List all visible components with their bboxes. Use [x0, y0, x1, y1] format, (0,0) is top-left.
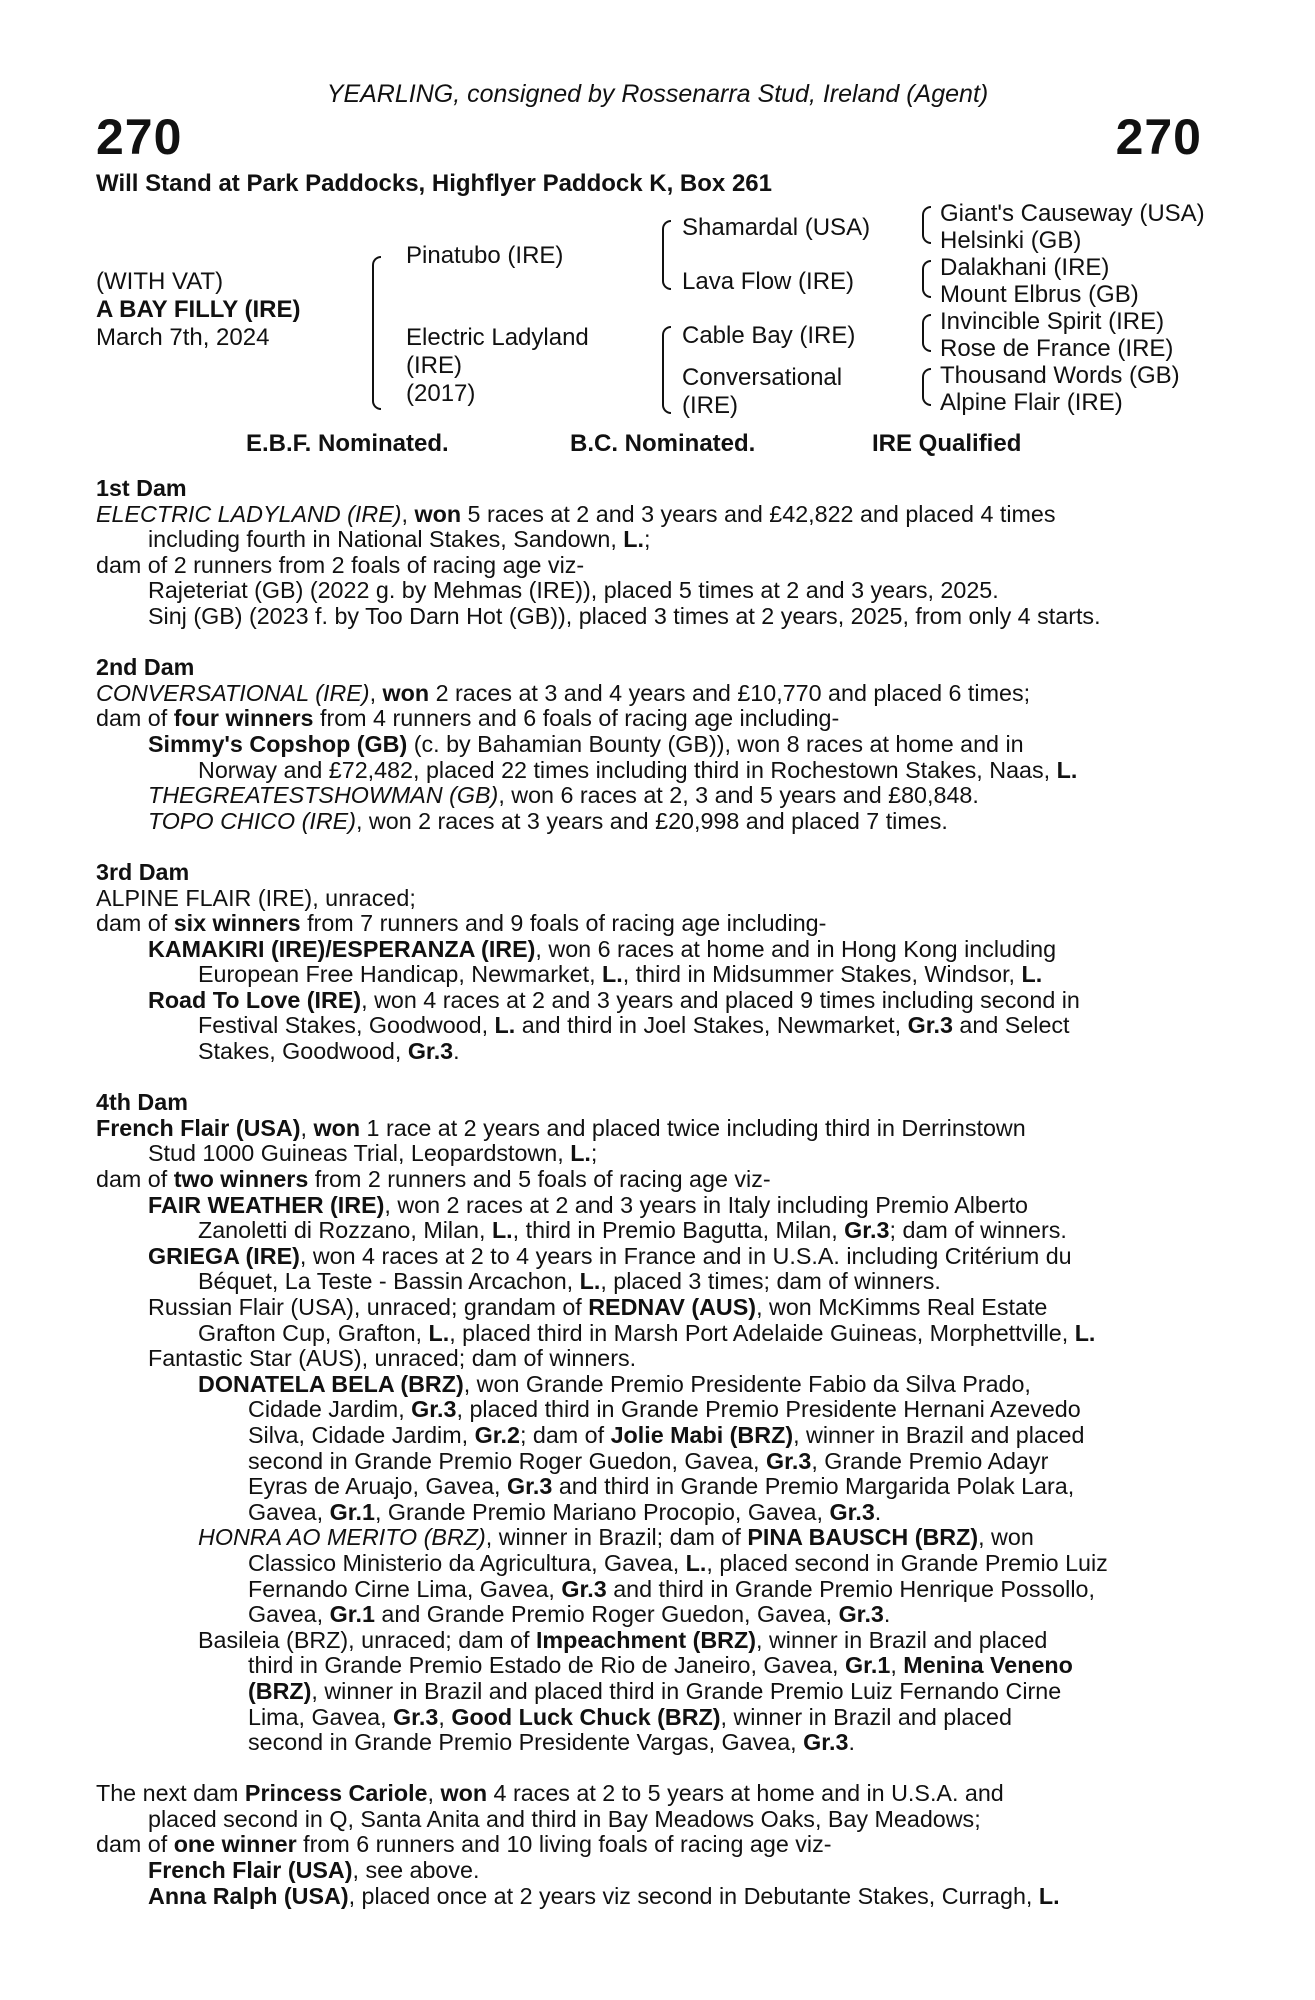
text-line	[96, 1141, 1206, 1167]
text-run: , Grande Premio Adayr	[811, 1447, 1049, 1474]
text-run: 5 races at 2 and 3 years and £42,822 and placed 4 times	[461, 500, 1056, 527]
text-line	[96, 758, 1206, 784]
text-line	[96, 1858, 1206, 1884]
text-run: ,	[369, 679, 383, 706]
g-bracket-3	[922, 314, 931, 352]
text-run: Simmy's Copshop (GB)	[148, 730, 408, 757]
text-run: , won 4 races at 2 to 4 years in France and in U.S.A. including Critérium du	[299, 1242, 1072, 1269]
text-run: Gr.3	[411, 1396, 457, 1423]
text-run: Gr.3	[829, 1498, 875, 1525]
text-run: Gr.3	[407, 1038, 454, 1065]
text-run: , placed third in Marsh Port Adelaide Guineas, Morphettville,	[449, 1319, 1075, 1346]
text-run: dam of	[96, 1166, 174, 1193]
text-run: and third in Joel Stakes, Newmarket,	[515, 1012, 908, 1039]
text-run: L.	[570, 1140, 591, 1167]
text-run: European Free Handicap, Newmarket,	[198, 961, 603, 988]
text-line	[96, 1679, 1206, 1705]
text-run: Gr.3	[803, 1729, 849, 1756]
text-run: Impeachment (BRZ)	[535, 1626, 756, 1653]
text-run: 2nd Dam	[96, 654, 195, 681]
text-run: second in Grande Premio Presidente Vargas, Gavea,	[248, 1729, 804, 1756]
text-run: Fernando Cirne Lima, Gavea,	[248, 1575, 562, 1602]
text-line	[96, 1884, 1206, 1910]
text-run: from 6 runners and 10 living foals of racing age viz-	[296, 1831, 832, 1858]
text-run: L.	[494, 1012, 516, 1039]
text-run: , won 4 races at 2 and 3 years and placed 9 times including second in	[361, 986, 1080, 1013]
ebf-nomination: E.B.F. Nominated.	[246, 430, 449, 457]
text-run: Road To Love (IRE)	[148, 986, 362, 1013]
text-run: dam of	[96, 705, 174, 732]
text-run: .	[874, 1498, 882, 1525]
g-bracket-1	[922, 206, 931, 244]
dam-sire: Cable Bay (IRE)	[682, 322, 856, 349]
text-line	[96, 553, 1206, 579]
lot-number-left: 270	[96, 109, 183, 165]
text-run: (BRZ)	[248, 1677, 312, 1704]
text-line	[96, 1602, 1206, 1628]
text-run: Stud 1000 Guineas Trial, Leopardstown,	[148, 1140, 571, 1167]
text-run: , winner in Brazil and placed	[756, 1626, 1048, 1653]
foaling-date: March 7th, 2024	[96, 324, 270, 351]
text-line	[96, 1449, 1206, 1475]
text-run: , won Grande Premio Presidente Fabio da Silva Prado,	[463, 1370, 1031, 1397]
text-run: GRIEGA (IRE)	[148, 1242, 300, 1269]
text-run: French Flair (USA)	[148, 1857, 353, 1884]
text-run: Jolie Mabi (BRZ)	[610, 1421, 794, 1448]
ire-qualified: IRE Qualified	[872, 430, 1022, 457]
text-run: won	[313, 1114, 361, 1141]
text-run: Stakes, Goodwood,	[198, 1038, 408, 1065]
text-run: Gr.1	[329, 1601, 375, 1628]
text-run: Anna Ralph (USA)	[148, 1882, 349, 1909]
text-run: L.	[602, 961, 623, 988]
text-run: L.	[1056, 756, 1078, 783]
text-run: including fourth in National Stakes, Sandown,	[148, 526, 624, 553]
ancestor-g4: Mount Elbrus (GB)	[940, 281, 1139, 308]
lot-number-right: 270	[1115, 109, 1202, 165]
text-run: , placed 3 times; dam of winners.	[600, 1268, 941, 1295]
text-run: Princess Cariole	[244, 1780, 428, 1807]
text-run: Basileia (BRZ), unraced; dam of	[198, 1626, 536, 1653]
section-heading	[96, 860, 1206, 886]
text-run: L.	[1074, 1319, 1096, 1346]
text-run: Lima, Gavea,	[248, 1703, 394, 1730]
text-run: dam of	[96, 1831, 174, 1858]
text-line	[96, 809, 1206, 835]
text-run: 4 races at 2 to 5 years at home and in U.S.A. and	[487, 1780, 1004, 1807]
text-run: Gr.3	[838, 1601, 884, 1628]
text-line	[96, 1577, 1206, 1603]
text-run: .	[883, 1601, 891, 1628]
section-heading	[96, 1090, 1206, 1116]
consignor-heading: YEARLING, consigned by Rossenarra Stud, Ireland (Agent)	[326, 80, 989, 108]
text-run: dam of	[96, 910, 174, 937]
text-run: Russian Flair (USA), unraced; grandam of	[148, 1294, 589, 1320]
text-run: and third in Grande Premio Henrique Possollo,	[606, 1575, 1095, 1602]
text-run: , won 6 races at 2, 3 and 5 years and £80,848.	[498, 782, 979, 809]
text-run: Fantastic Star (AUS), unraced; dam of winners.	[148, 1345, 637, 1372]
text-run: , placed second in Grande Premio Luiz	[706, 1549, 1108, 1576]
location-line: Will Stand at Park Paddocks, Highflyer Paddock K, Box 261	[96, 170, 772, 197]
g-bracket-4	[922, 368, 931, 406]
ancestor-g5: Invincible Spirit (IRE)	[940, 308, 1165, 335]
text-line	[96, 1116, 1206, 1142]
ancestor-g1: Giant's Causeway (USA)	[940, 200, 1205, 227]
text-run: , won McKimms Real Estate	[756, 1294, 1048, 1320]
sire-sire: Shamardal (USA)	[682, 214, 871, 241]
text-run: Classico Ministerio da Agricultura, Gavea,	[248, 1549, 686, 1576]
dam-dam: Conversational (IRE)	[682, 364, 843, 419]
text-run: ,	[300, 1114, 314, 1141]
text-run: Good Luck Chuck (BRZ)	[451, 1703, 721, 1730]
text-run: , won 2 races at 3 years and £20,998 and placed 7 times.	[355, 807, 948, 834]
text-line	[96, 1039, 1206, 1065]
text-run: Gr.3	[907, 1012, 953, 1039]
text-line	[96, 1500, 1206, 1526]
text-run: CONVERSATIONAL (IRE)	[96, 679, 370, 706]
ancestor-g6: Rose de France (IRE)	[940, 335, 1174, 362]
text-line	[96, 1013, 1206, 1039]
ancestor-g2: Helsinki (GB)	[940, 227, 1082, 254]
text-line	[96, 1372, 1206, 1398]
text-run: , won 2 races at 2 and 3 years in Italy including Premio Alberto	[384, 1191, 1029, 1218]
text-run: 3rd Dam	[96, 858, 190, 885]
text-run: , winner in Brazil and placed third in Grande Premio Luiz Fernando Cirne	[311, 1677, 1062, 1704]
text-line	[96, 1295, 1206, 1321]
text-run: dam of 2 runners from 2 foals of racing age viz-	[96, 551, 585, 578]
ancestor-g7: Thousand Words (GB)	[940, 362, 1180, 389]
text-run: , won	[978, 1524, 1034, 1551]
text-line	[96, 911, 1206, 937]
text-run: Gr.3	[561, 1575, 607, 1602]
text-run: L.	[428, 1319, 450, 1346]
text-line	[96, 1781, 1206, 1807]
text-run: .	[848, 1729, 855, 1756]
text-run: four winners	[173, 705, 314, 732]
text-line	[96, 706, 1206, 732]
text-line	[96, 1525, 1206, 1551]
text-run: Eyras de Aruajo, Gavea,	[248, 1473, 507, 1500]
text-line	[96, 681, 1206, 707]
text-run: Gr.1	[844, 1652, 891, 1679]
text-run: Rajeteriat (GB) (2022 g. by Mehmas (IRE)), placed 5 times at 2 and 3 years, 2025.	[148, 577, 999, 604]
text-run: PINA BAUSCH (BRZ)	[747, 1524, 979, 1551]
text-run: L.	[623, 526, 645, 553]
text-line	[96, 962, 1206, 988]
text-line	[96, 1628, 1206, 1654]
text-run: Gr.3	[766, 1447, 812, 1474]
text-line	[96, 1474, 1206, 1500]
text-line	[96, 527, 1206, 553]
sire-dam: Lava Flow (IRE)	[682, 268, 855, 295]
text-line	[96, 1193, 1206, 1219]
text-run: TOPO CHICO (IRE)	[148, 807, 356, 834]
text-run: Festival Stakes, Goodwood,	[198, 1012, 495, 1039]
text-run: , placed once at 2 years viz second in Debutante Stakes, Curragh,	[348, 1882, 1039, 1909]
sire-parents-bracket	[662, 220, 671, 290]
text-run: KAMAKIRI (IRE)/ESPERANZA (IRE)	[148, 935, 536, 962]
text-run: Gavea,	[248, 1498, 330, 1525]
text-run: two winners	[173, 1166, 309, 1193]
text-run: THEGREATESTSHOWMAN (GB)	[148, 782, 499, 809]
text-line	[96, 578, 1206, 604]
text-line	[96, 1705, 1206, 1731]
text-run: (c. by Bahamian Bounty (GB)), won 8 races at home and in	[407, 730, 1024, 757]
text-run: Silva, Cidade Jardim,	[248, 1421, 475, 1448]
text-run: ;	[590, 1140, 598, 1167]
vat-note: (WITH VAT)	[96, 268, 224, 295]
text-run: Menina Veneno	[903, 1652, 1073, 1679]
text-run: third in Grande Premio Estado de Rio de Janeiro, Gavea,	[248, 1652, 845, 1679]
text-run: L.	[491, 1217, 513, 1244]
text-run: ,	[438, 1703, 452, 1730]
text-line	[96, 988, 1206, 1014]
text-run: Cidade Jardim,	[248, 1396, 412, 1423]
text-run: ALPINE FLAIR (IRE), unraced;	[96, 884, 416, 911]
text-run: , third in Midsummer Stakes, Windsor,	[622, 961, 1022, 988]
text-line	[96, 1218, 1206, 1244]
text-run: and third in Grande Premio Margarida Polak Lara,	[552, 1473, 1075, 1500]
text-run: six winners	[173, 910, 301, 937]
text-line	[96, 1346, 1206, 1372]
text-line	[96, 1423, 1206, 1449]
text-run: one winner	[173, 1831, 297, 1858]
text-line	[96, 1397, 1206, 1423]
text-run: Gr.3	[507, 1473, 553, 1500]
text-line	[96, 937, 1206, 963]
section-heading	[96, 476, 1206, 502]
text-run: ; dam of	[519, 1421, 611, 1448]
text-run: won	[382, 679, 430, 706]
text-run: from 7 runners and 9 foals of racing age including-	[300, 910, 827, 937]
text-run: L.	[579, 1268, 601, 1295]
sire: Pinatubo (IRE)	[406, 242, 564, 269]
text-run: HONRA AO MERITO (BRZ)	[198, 1524, 486, 1551]
text-line	[96, 1321, 1206, 1347]
text-run: ELECTRIC LADYLAND (IRE)	[96, 500, 402, 527]
text-line	[96, 1653, 1206, 1679]
text-run: ,	[427, 1780, 441, 1807]
text-run: from 2 runners and 5 foals of racing age viz-	[308, 1166, 771, 1193]
text-run: 1 race at 2 years and placed twice including third in Derrinstown	[360, 1114, 1026, 1141]
text-line	[96, 1244, 1206, 1270]
text-run: 2 races at 3 and 4 years and £10,770 and placed 6 times;	[429, 679, 1031, 706]
text-line	[96, 502, 1206, 528]
text-line	[96, 783, 1206, 809]
text-run: Béquet, La Teste - Bassin Arcachon,	[198, 1268, 580, 1295]
bc-nomination: B.C. Nominated.	[570, 430, 756, 457]
text-run: ,	[401, 500, 415, 527]
text-run: , Grande Premio Mariano Procopio, Gavea,	[374, 1498, 830, 1525]
text-run: second in Grande Premio Roger Guedon, Gavea,	[248, 1447, 767, 1474]
g-bracket-2	[922, 260, 931, 298]
text-run: L.	[1038, 1882, 1060, 1909]
ancestor-g3: Dalakhani (IRE)	[940, 254, 1110, 281]
horse-name: A BAY FILLY (IRE)	[96, 296, 301, 323]
text-run: won	[414, 500, 462, 527]
text-run: Gavea,	[248, 1601, 330, 1628]
text-run: and Select	[952, 1012, 1070, 1039]
produce-record	[96, 476, 1206, 1909]
text-run: French Flair (USA)	[96, 1114, 301, 1141]
text-run: , third in Premio Bagutta, Milan,	[512, 1217, 845, 1244]
text-run: 4th Dam	[96, 1089, 188, 1116]
text-run: Gr.1	[329, 1498, 375, 1525]
dam: Electric Ladyland (IRE) (2017)	[406, 324, 589, 407]
text-line	[96, 886, 1206, 912]
text-run: , winner in Brazil; dam of	[485, 1524, 748, 1551]
dam-parents-bracket	[662, 326, 671, 414]
text-run: placed second in Q, Santa Anita and third in Bay Meadows Oaks, Bay Meadows;	[148, 1805, 981, 1832]
ancestor-g8: Alpine Flair (IRE)	[940, 389, 1123, 416]
text-line	[96, 1551, 1206, 1577]
text-run: Gr.2	[474, 1421, 520, 1448]
text-run: REDNAV (AUS)	[588, 1294, 757, 1320]
text-run: , winner in Brazil and placed	[720, 1703, 1012, 1730]
sire-dam-bracket	[372, 256, 381, 410]
text-run: Zanoletti di Rozzano, Milan,	[198, 1217, 492, 1244]
text-run: ,	[890, 1652, 904, 1679]
text-run: , winner in Brazil and placed	[793, 1421, 1085, 1448]
text-run: FAIR WEATHER (IRE)	[148, 1191, 385, 1218]
text-run: won	[440, 1780, 488, 1807]
text-run: Sinj (GB) (2023 f. by Too Darn Hot (GB)), placed 3 times at 2 years, 2025, from only 4 starts.	[148, 602, 1101, 629]
text-run: from 4 runners and 6 foals of racing age including-	[313, 705, 840, 732]
text-run: The next dam	[96, 1780, 245, 1807]
text-run: , placed third in Grande Premio Presidente Hernani Azevedo	[456, 1396, 1081, 1423]
section-heading	[96, 655, 1206, 681]
text-run: L.	[1021, 961, 1043, 988]
text-run: Gr.3	[844, 1217, 890, 1244]
text-run: ;	[644, 526, 651, 553]
text-run: ; dam of winners.	[889, 1217, 1067, 1244]
text-run: Grafton Cup, Grafton,	[198, 1319, 429, 1346]
text-line	[96, 1269, 1206, 1295]
text-line	[96, 1167, 1206, 1193]
text-run: Norway and £72,482, placed 22 times including third in Rochestown Stakes, Naas,	[198, 756, 1057, 783]
text-line	[96, 1832, 1206, 1858]
text-line	[96, 1730, 1206, 1756]
text-run: L.	[685, 1549, 707, 1576]
text-run: , see above.	[352, 1857, 480, 1884]
text-run: , won 6 races at home and in Hong Kong including	[535, 935, 1057, 962]
text-run: DONATELA BELA (BRZ)	[198, 1370, 464, 1397]
text-run: Gr.3	[393, 1703, 439, 1730]
text-run: 1st Dam	[96, 475, 187, 501]
text-run: and Grande Premio Roger Guedon, Gavea,	[374, 1601, 839, 1628]
text-line	[96, 604, 1206, 630]
text-line	[96, 732, 1206, 758]
text-run: .	[453, 1038, 460, 1065]
text-line	[96, 1807, 1206, 1833]
